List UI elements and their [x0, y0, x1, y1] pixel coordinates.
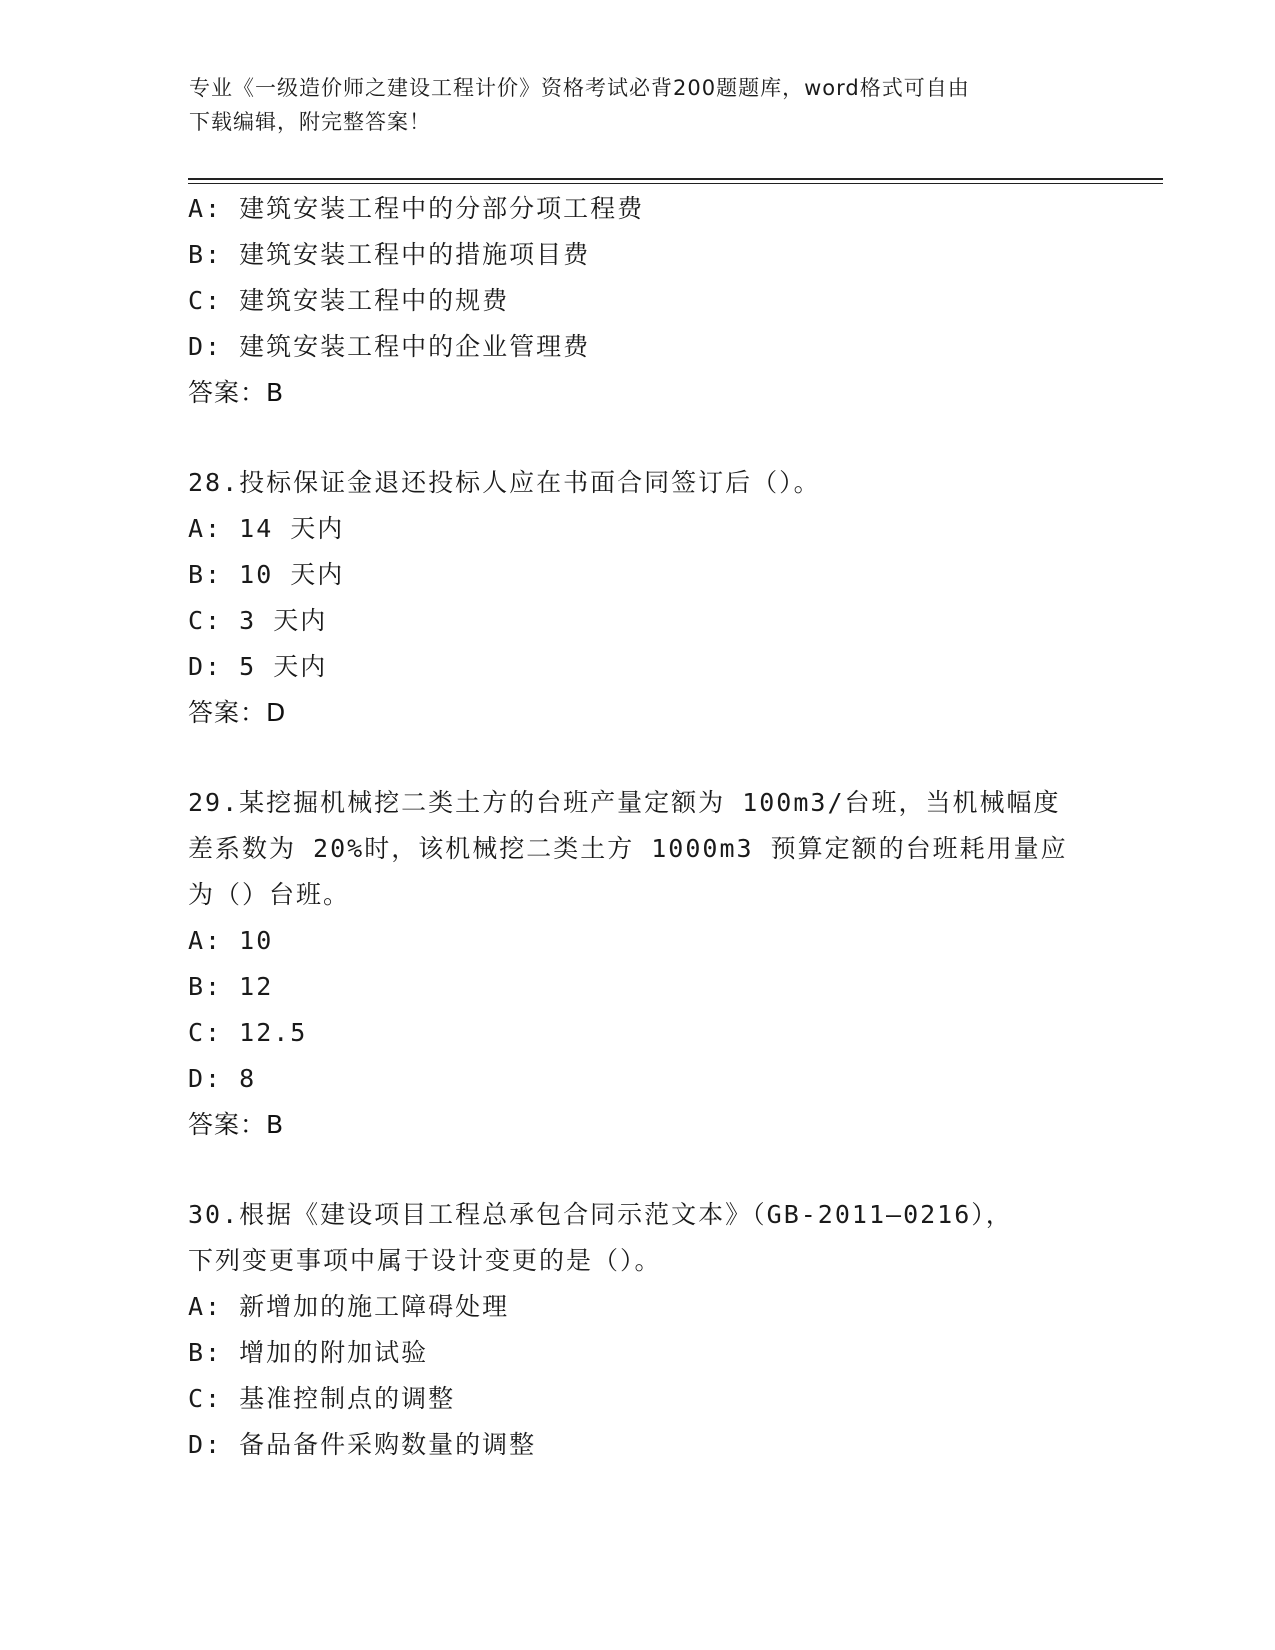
question-text-line-2: 下列变更事项中属于设计变更的是（）。	[188, 1246, 662, 1275]
option-d: D: 建筑安装工程中的企业管理费	[188, 332, 591, 361]
document-header	[189, 71, 1089, 139]
option-b: B: 10 天内	[188, 560, 345, 589]
header-divider-thick	[188, 178, 1163, 180]
option-b: B: 12	[188, 972, 274, 1001]
option-c: C: 3 天内	[188, 606, 328, 635]
answer-line: 答案：B	[188, 378, 285, 407]
header-line-2: 下载编辑，附完整答案！	[189, 110, 431, 134]
option-b: B: 增加的附加试验	[188, 1338, 429, 1367]
option-b: B: 建筑安装工程中的措施项目费	[188, 240, 591, 269]
option-a: A: 10	[188, 926, 274, 955]
question-text-line-1: 29.某挖掘机械挖二类土方的台班产量定额为 100m3/台班，当机械幅度	[188, 788, 1061, 817]
header-line-1: 专业《一级造价师之建设工程计价》资格考试必背200题题库，word格式可自由	[189, 76, 970, 100]
option-d: D: 8	[188, 1064, 257, 1093]
question-block-29	[188, 780, 1088, 1148]
question-text-line-2: 差系数为 20%时，该机械挖二类土方 1000m3 预算定额的台班耗用量应	[188, 834, 1068, 863]
answer-line: 答案：B	[188, 1110, 285, 1139]
question-text-line-1: 30.根据《建设项目工程总承包合同示范文本》（GB-2011—0216），	[188, 1200, 1013, 1229]
header-divider-thin	[188, 183, 1163, 184]
option-c: C: 建筑安装工程中的规费	[188, 286, 510, 315]
question-block-28	[188, 460, 1088, 736]
option-c: C: 12.5	[188, 1018, 308, 1047]
option-a: A: 建筑安装工程中的分部分项工程费	[188, 194, 645, 223]
option-a: A: 14 天内	[188, 514, 345, 543]
question-block-30	[188, 1192, 1088, 1468]
option-c: C: 基准控制点的调整	[188, 1384, 456, 1413]
question-list	[188, 186, 1088, 1468]
question-text: 28.投标保证金退还投标人应在书面合同签订后（）。	[188, 468, 821, 497]
question-text-line-3: 为（）台班。	[188, 880, 351, 909]
option-d: D: 备品备件采购数量的调整	[188, 1430, 537, 1459]
option-d: D: 5 天内	[188, 652, 328, 681]
question-block-27	[188, 186, 1088, 416]
option-a: A: 新增加的施工障碍处理	[188, 1292, 510, 1321]
answer-line: 答案：D	[188, 698, 287, 727]
